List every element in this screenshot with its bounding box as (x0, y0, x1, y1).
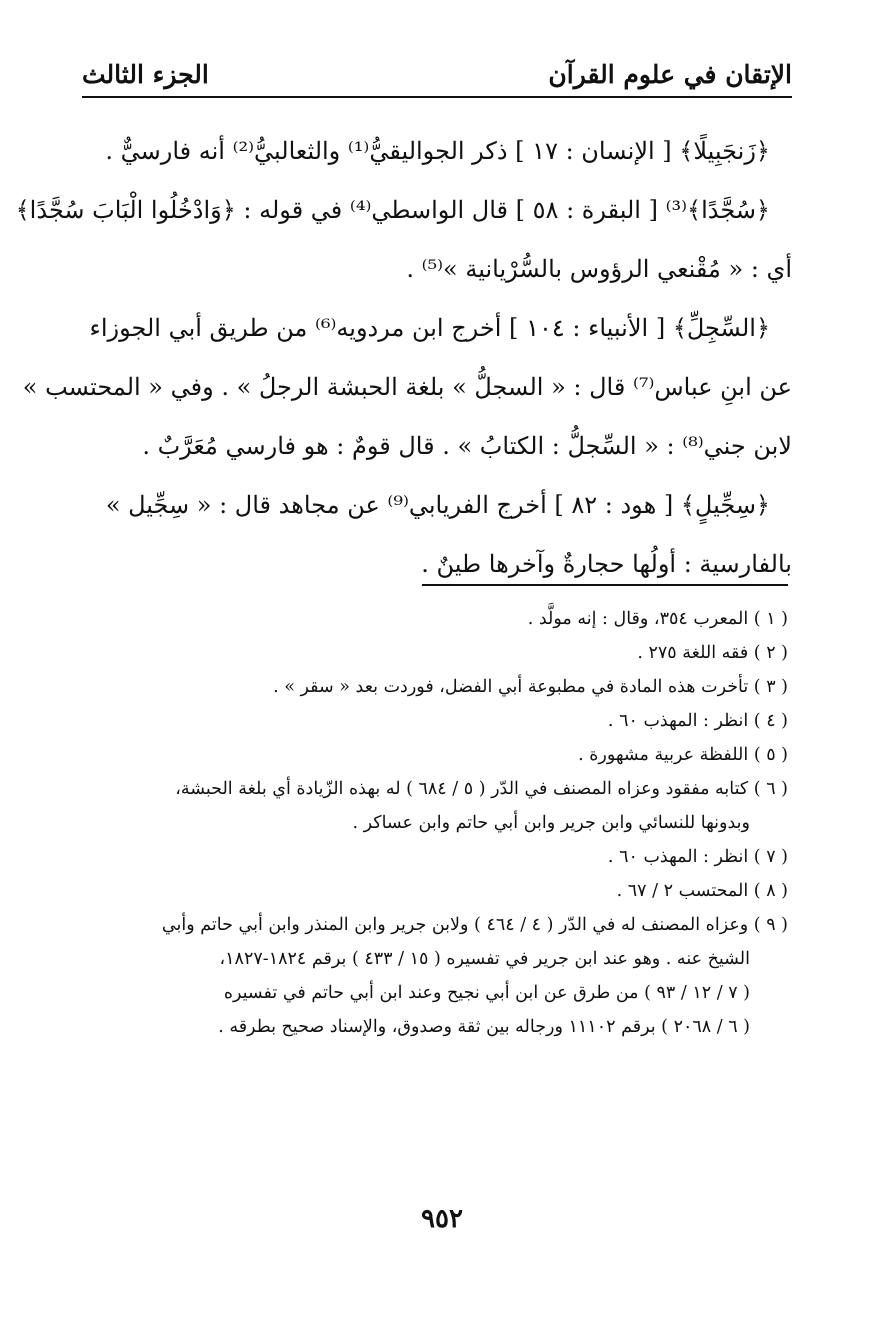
running-header (82, 52, 792, 98)
main-text (15, 122, 792, 594)
footnotes (82, 602, 788, 1044)
footnote: ( ٤ ) انظر : المهذب ٦٠ . (607, 711, 788, 731)
footnote: ( ٥ ) اللفظة عربية مشهورة . (578, 745, 788, 765)
page-number: ٩٥٢ (421, 1204, 463, 1234)
text-line: أي : « مُقْنعي الرؤوس بالسُّرْيانية »⁽⁵⁾ . (406, 255, 792, 283)
book-title: الإتقان في علوم القرآن (548, 60, 792, 89)
footnote-continuation: وبدونها للنسائي وابن جرير وابن أبي حاتم وابن عساكر . (352, 813, 750, 833)
footnote: ( ٩ ) وعزاه المصنف له في الدّر ( ٤ / ٤٦٤ ) ولابن جرير وابن المنذر وابن أبي حاتم وأبي (161, 915, 788, 935)
footnote-divider (422, 584, 788, 586)
text-line: لابن جني⁽⁸⁾ : « السِّجلُّ : الكتابُ » . قال قومٌ : هو فارسي مُعَرَّبٌ . (142, 432, 792, 460)
footnote: ( ٣ ) تأخرت هذه المادة في مطبوعة أبي الفضل، فوردت بعد « سقر » . (273, 677, 788, 697)
footnote: ( ٢ ) فقه اللغة ٢٧٥ . (637, 643, 788, 663)
footnote: ( ٨ ) المحتسب ٢ / ٦٧ . (616, 881, 788, 901)
text-line: بالفارسية : أولُها حجارةٌ وآخرها طينٌ . (421, 550, 792, 578)
text-line: ﴿زَنجَبِيلًا﴾ [ الإنسان : ١٧ ] ذكر الجواليقيُّ⁽¹⁾ والثعالبيُّ⁽²⁾ أنه فارسيٌّ . (105, 137, 770, 165)
text-line: ﴿سُجَّدًا﴾⁽³⁾ [ البقرة : ٥٨ ] قال الواسطي⁽⁴⁾ في قوله : ﴿وَادْخُلُوا الْبَابَ سُجَّدًا﴾ (15, 196, 770, 224)
text-line: ﴿سِجِّيلٍ﴾ [ هود : ٨٢ ] أخرج الفريابي⁽⁹⁾ عن مجاهد قال : « سِجِّيل » (105, 491, 770, 519)
text-line: ﴿السِّجِلِّ﴾ [ الأنبياء : ١٠٤ ] أخرج ابن مردويه⁽⁶⁾ من طريق أبي الجوزاء (89, 314, 770, 342)
volume-label: الجزء الثالث (82, 60, 209, 89)
footnote: ( ٦ ) كتابه مفقود وعزاه المصنف في الدّر ( ٥ / ٦٨٤ ) له بهذه الزّيادة أي بلغة الحبشة، (175, 779, 788, 799)
text-line: عن ابنِ عباس⁽⁷⁾ قال : « السجلُّ » بلغة الحبشة الرجلُ » . وفي « المحتسب » (22, 373, 792, 401)
footnote-continuation: الشيخ عنه . وهو عند ابن جرير في تفسيره ( ١٥ / ٤٣٣ ) برقم ١٨٢٤-١٨٢٧، (219, 949, 750, 969)
footnote: ( ١ ) المعرب ٣٥٤، وقال : إنه مولَّد . (527, 609, 788, 629)
footnote-continuation: ( ٧ / ١٢ / ٩٣ ) من طرق عن ابن أبي نجيح وعند ابن أبي حاتم في تفسيره (223, 983, 750, 1003)
footnote-continuation: ( ٦ / ٢٠٦٨ ) برقم ١١١٠٢ ورجاله بين ثقة وصدوق، والإسناد صحيح بطرقه . (218, 1017, 750, 1037)
footnote: ( ٧ ) انظر : المهذب ٦٠ . (607, 847, 788, 867)
